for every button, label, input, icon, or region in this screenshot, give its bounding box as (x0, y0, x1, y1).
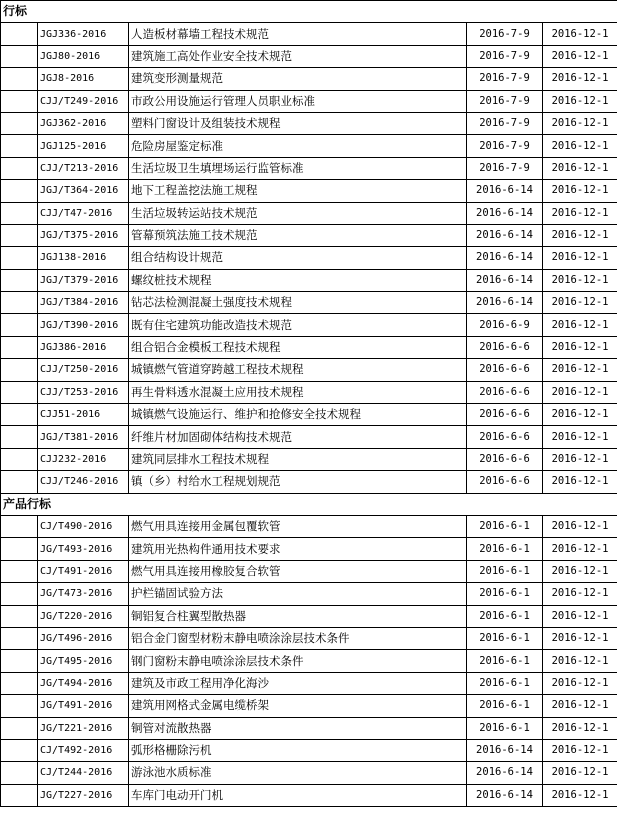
standard-name: 纤维片材加固砌体结构技术规范 (129, 426, 467, 448)
issue-date: 2016-7-9 (467, 112, 543, 134)
standard-name: 铜铝复合柱翼型散热器 (129, 605, 467, 627)
effective-date: 2016-12-1 (543, 784, 617, 806)
row-index-cell (1, 426, 38, 448)
table-row (1, 314, 617, 336)
issue-date: 2016-6-6 (467, 404, 543, 426)
effective-date: 2016-12-1 (543, 448, 617, 470)
issue-date: 2016-6-14 (467, 269, 543, 291)
row-index-cell (1, 404, 38, 426)
standard-code: JG/T227-2016 (38, 784, 129, 806)
row-index-cell (1, 560, 38, 582)
standard-code: JG/T493-2016 (38, 538, 129, 560)
table-row (1, 560, 617, 582)
effective-date: 2016-12-1 (543, 695, 617, 717)
row-index-cell (1, 672, 38, 694)
effective-date: 2016-12-1 (543, 404, 617, 426)
standard-code: JG/T220-2016 (38, 605, 129, 627)
standard-code: JG/T221-2016 (38, 717, 129, 739)
effective-date: 2016-12-1 (543, 180, 617, 202)
table-row (1, 336, 617, 358)
standard-name: 建筑用光热构件通用技术要求 (129, 538, 467, 560)
standard-code: JG/T496-2016 (38, 627, 129, 649)
standard-code: JGJ/T390-2016 (38, 314, 129, 336)
table-row (1, 157, 617, 179)
issue-date: 2016-6-14 (467, 292, 543, 314)
effective-date: 2016-12-1 (543, 336, 617, 358)
row-index-cell (1, 784, 38, 806)
effective-date: 2016-12-1 (543, 538, 617, 560)
section-header (1, 493, 617, 515)
standard-code: JGJ/T379-2016 (38, 269, 129, 291)
row-index-cell (1, 381, 38, 403)
effective-date: 2016-12-1 (543, 471, 617, 493)
table-row (1, 448, 617, 470)
effective-date: 2016-12-1 (543, 359, 617, 381)
row-index-cell (1, 68, 38, 90)
table-row (1, 426, 617, 448)
row-index-cell (1, 695, 38, 717)
issue-date: 2016-6-6 (467, 359, 543, 381)
row-index-cell (1, 605, 38, 627)
effective-date: 2016-12-1 (543, 68, 617, 90)
standard-code: JG/T473-2016 (38, 583, 129, 605)
standard-name: 危险房屋鉴定标准 (129, 135, 467, 157)
standard-code: CJJ232-2016 (38, 448, 129, 470)
standard-code: CJ/T492-2016 (38, 739, 129, 761)
standard-code: CJJ51-2016 (38, 404, 129, 426)
standard-name: 建筑变形测量规范 (129, 68, 467, 90)
standard-name: 生活垃圾转运站技术规范 (129, 202, 467, 224)
effective-date: 2016-12-1 (543, 515, 617, 537)
standard-name: 游泳池水质标准 (129, 762, 467, 784)
row-index-cell (1, 224, 38, 246)
row-index-cell (1, 112, 38, 134)
standard-name: 城镇燃气管道穿跨越工程技术规程 (129, 359, 467, 381)
issue-date: 2016-6-6 (467, 381, 543, 403)
row-index-cell (1, 314, 38, 336)
issue-date: 2016-7-9 (467, 135, 543, 157)
standard-name: 护栏锚固试验方法 (129, 583, 467, 605)
issue-date: 2016-6-1 (467, 515, 543, 537)
standard-code: CJJ/T253-2016 (38, 381, 129, 403)
effective-date: 2016-12-1 (543, 135, 617, 157)
standard-code: CJJ/T249-2016 (38, 90, 129, 112)
standard-code: JG/T491-2016 (38, 695, 129, 717)
effective-date: 2016-12-1 (543, 314, 617, 336)
table-row (1, 45, 617, 67)
table-row (1, 135, 617, 157)
issue-date: 2016-6-1 (467, 538, 543, 560)
issue-date: 2016-6-6 (467, 336, 543, 358)
row-index-cell (1, 359, 38, 381)
issue-date: 2016-6-9 (467, 314, 543, 336)
effective-date: 2016-12-1 (543, 583, 617, 605)
effective-date: 2016-12-1 (543, 627, 617, 649)
standard-name: 钢门窗粉末静电喷涂涂层技术条件 (129, 650, 467, 672)
standard-code: CJJ/T213-2016 (38, 157, 129, 179)
issue-date: 2016-6-1 (467, 672, 543, 694)
issue-date: 2016-6-14 (467, 224, 543, 246)
effective-date: 2016-12-1 (543, 650, 617, 672)
row-index-cell (1, 583, 38, 605)
row-index-cell (1, 538, 38, 560)
effective-date: 2016-12-1 (543, 762, 617, 784)
table-row (1, 739, 617, 761)
row-index-cell (1, 471, 38, 493)
table-row (1, 247, 617, 269)
effective-date: 2016-12-1 (543, 45, 617, 67)
standard-name: 组合结构设计规范 (129, 247, 467, 269)
standard-name: 城镇燃气设施运行、维护和抢修安全技术规程 (129, 404, 467, 426)
issue-date: 2016-6-14 (467, 739, 543, 761)
table-row (1, 695, 617, 717)
row-index-cell (1, 180, 38, 202)
issue-date: 2016-7-9 (467, 90, 543, 112)
table-row (1, 292, 617, 314)
effective-date: 2016-12-1 (543, 224, 617, 246)
effective-date: 2016-12-1 (543, 247, 617, 269)
issue-date: 2016-6-1 (467, 717, 543, 739)
effective-date: 2016-12-1 (543, 560, 617, 582)
effective-date: 2016-12-1 (543, 605, 617, 627)
standard-name: 铜管对流散热器 (129, 717, 467, 739)
issue-date: 2016-6-6 (467, 448, 543, 470)
standard-name: 车库门电动开门机 (129, 784, 467, 806)
effective-date: 2016-12-1 (543, 426, 617, 448)
standard-name: 建筑同层排水工程技术规程 (129, 448, 467, 470)
standard-code: JGJ/T364-2016 (38, 180, 129, 202)
row-index-cell (1, 515, 38, 537)
issue-date: 2016-6-14 (467, 202, 543, 224)
table-row (1, 68, 617, 90)
effective-date: 2016-12-1 (543, 672, 617, 694)
standard-name: 塑料门窗设计及组装技术规程 (129, 112, 467, 134)
issue-date: 2016-7-9 (467, 23, 543, 45)
row-index-cell (1, 762, 38, 784)
standard-code: JGJ336-2016 (38, 23, 129, 45)
section-header (1, 1, 617, 23)
row-index-cell (1, 45, 38, 67)
effective-date: 2016-12-1 (543, 269, 617, 291)
effective-date: 2016-12-1 (543, 90, 617, 112)
standard-code: CJ/T490-2016 (38, 515, 129, 537)
issue-date: 2016-6-14 (467, 762, 543, 784)
row-index-cell (1, 627, 38, 649)
row-index-cell (1, 448, 38, 470)
issue-date: 2016-6-6 (467, 471, 543, 493)
standard-name: 建筑施工高处作业安全技术规范 (129, 45, 467, 67)
table-row (1, 605, 617, 627)
row-index-cell (1, 90, 38, 112)
effective-date: 2016-12-1 (543, 157, 617, 179)
issue-date: 2016-6-1 (467, 627, 543, 649)
standard-code: JGJ386-2016 (38, 336, 129, 358)
standard-code: JG/T494-2016 (38, 672, 129, 694)
standard-name: 铝合金门窗型材粉末静电喷涂涂层技术条件 (129, 627, 467, 649)
issue-date: 2016-7-9 (467, 45, 543, 67)
standard-code: CJJ/T47-2016 (38, 202, 129, 224)
standard-name: 再生骨料透水混凝土应用技术规程 (129, 381, 467, 403)
standard-code: JGJ80-2016 (38, 45, 129, 67)
table-row (1, 269, 617, 291)
standard-code: CJ/T244-2016 (38, 762, 129, 784)
table-row (1, 404, 617, 426)
issue-date: 2016-6-6 (467, 426, 543, 448)
table-row (1, 180, 617, 202)
issue-date: 2016-7-9 (467, 68, 543, 90)
table-row (1, 90, 617, 112)
standard-name: 弧形格栅除污机 (129, 739, 467, 761)
row-index-cell (1, 157, 38, 179)
table-row (1, 538, 617, 560)
table-row (1, 784, 617, 806)
standard-name: 既有住宅建筑功能改造技术规范 (129, 314, 467, 336)
table-row (1, 717, 617, 739)
standard-code: JGJ/T384-2016 (38, 292, 129, 314)
issue-date: 2016-6-1 (467, 583, 543, 605)
standard-name: 燃气用具连接用金属包覆软管 (129, 515, 467, 537)
table-row (1, 224, 617, 246)
table-row (1, 515, 617, 537)
effective-date: 2016-12-1 (543, 202, 617, 224)
effective-date: 2016-12-1 (543, 381, 617, 403)
table-row (1, 23, 617, 45)
table-row (1, 650, 617, 672)
issue-date: 2016-6-14 (467, 180, 543, 202)
standard-code: JGJ8-2016 (38, 68, 129, 90)
issue-date: 2016-6-1 (467, 560, 543, 582)
row-index-cell (1, 739, 38, 761)
issue-date: 2016-7-9 (467, 157, 543, 179)
row-index-cell (1, 336, 38, 358)
effective-date: 2016-12-1 (543, 23, 617, 45)
standard-code: JGJ138-2016 (38, 247, 129, 269)
standard-name: 建筑及市政工程用净化海沙 (129, 672, 467, 694)
standard-code: CJ/T491-2016 (38, 560, 129, 582)
table-row (1, 762, 617, 784)
standard-name: 螺纹桩技术规程 (129, 269, 467, 291)
row-index-cell (1, 202, 38, 224)
section-title: 产品行标 (1, 493, 617, 515)
standard-name: 市政公用设施运行管理人员职业标准 (129, 90, 467, 112)
standard-name: 人造板材幕墙工程技术规范 (129, 23, 467, 45)
table-row (1, 202, 617, 224)
standard-name: 镇（乡）村给水工程规划规范 (129, 471, 467, 493)
row-index-cell (1, 650, 38, 672)
section-title: 行标 (1, 1, 617, 23)
standards-table-body (1, 1, 617, 807)
table-row (1, 359, 617, 381)
row-index-cell (1, 717, 38, 739)
row-index-cell (1, 135, 38, 157)
row-index-cell (1, 269, 38, 291)
standard-code: CJJ/T246-2016 (38, 471, 129, 493)
row-index-cell (1, 247, 38, 269)
row-index-cell (1, 292, 38, 314)
table-row (1, 627, 617, 649)
table-row (1, 381, 617, 403)
standard-code: JGJ/T375-2016 (38, 224, 129, 246)
standard-name: 管幕预筑法施工技术规范 (129, 224, 467, 246)
effective-date: 2016-12-1 (543, 292, 617, 314)
standard-name: 生活垃圾卫生填埋场运行监管标准 (129, 157, 467, 179)
standard-code: CJJ/T250-2016 (38, 359, 129, 381)
standard-code: JGJ362-2016 (38, 112, 129, 134)
table-row (1, 112, 617, 134)
issue-date: 2016-6-14 (467, 784, 543, 806)
issue-date: 2016-6-1 (467, 695, 543, 717)
standard-code: JGJ/T381-2016 (38, 426, 129, 448)
standard-name: 组合铝合金模板工程技术规程 (129, 336, 467, 358)
standard-code: JG/T495-2016 (38, 650, 129, 672)
row-index-cell (1, 23, 38, 45)
standard-name: 建筑用网格式金属电缆桥架 (129, 695, 467, 717)
standard-name: 钻芯法检测混凝土强度技术规程 (129, 292, 467, 314)
issue-date: 2016-6-1 (467, 650, 543, 672)
table-row (1, 471, 617, 493)
effective-date: 2016-12-1 (543, 717, 617, 739)
standard-code: JGJ125-2016 (38, 135, 129, 157)
standard-name: 燃气用具连接用橡胶复合软管 (129, 560, 467, 582)
issue-date: 2016-6-1 (467, 605, 543, 627)
effective-date: 2016-12-1 (543, 739, 617, 761)
table-row (1, 583, 617, 605)
issue-date: 2016-6-14 (467, 247, 543, 269)
table-row (1, 672, 617, 694)
effective-date: 2016-12-1 (543, 112, 617, 134)
standard-name: 地下工程盖挖法施工规程 (129, 180, 467, 202)
